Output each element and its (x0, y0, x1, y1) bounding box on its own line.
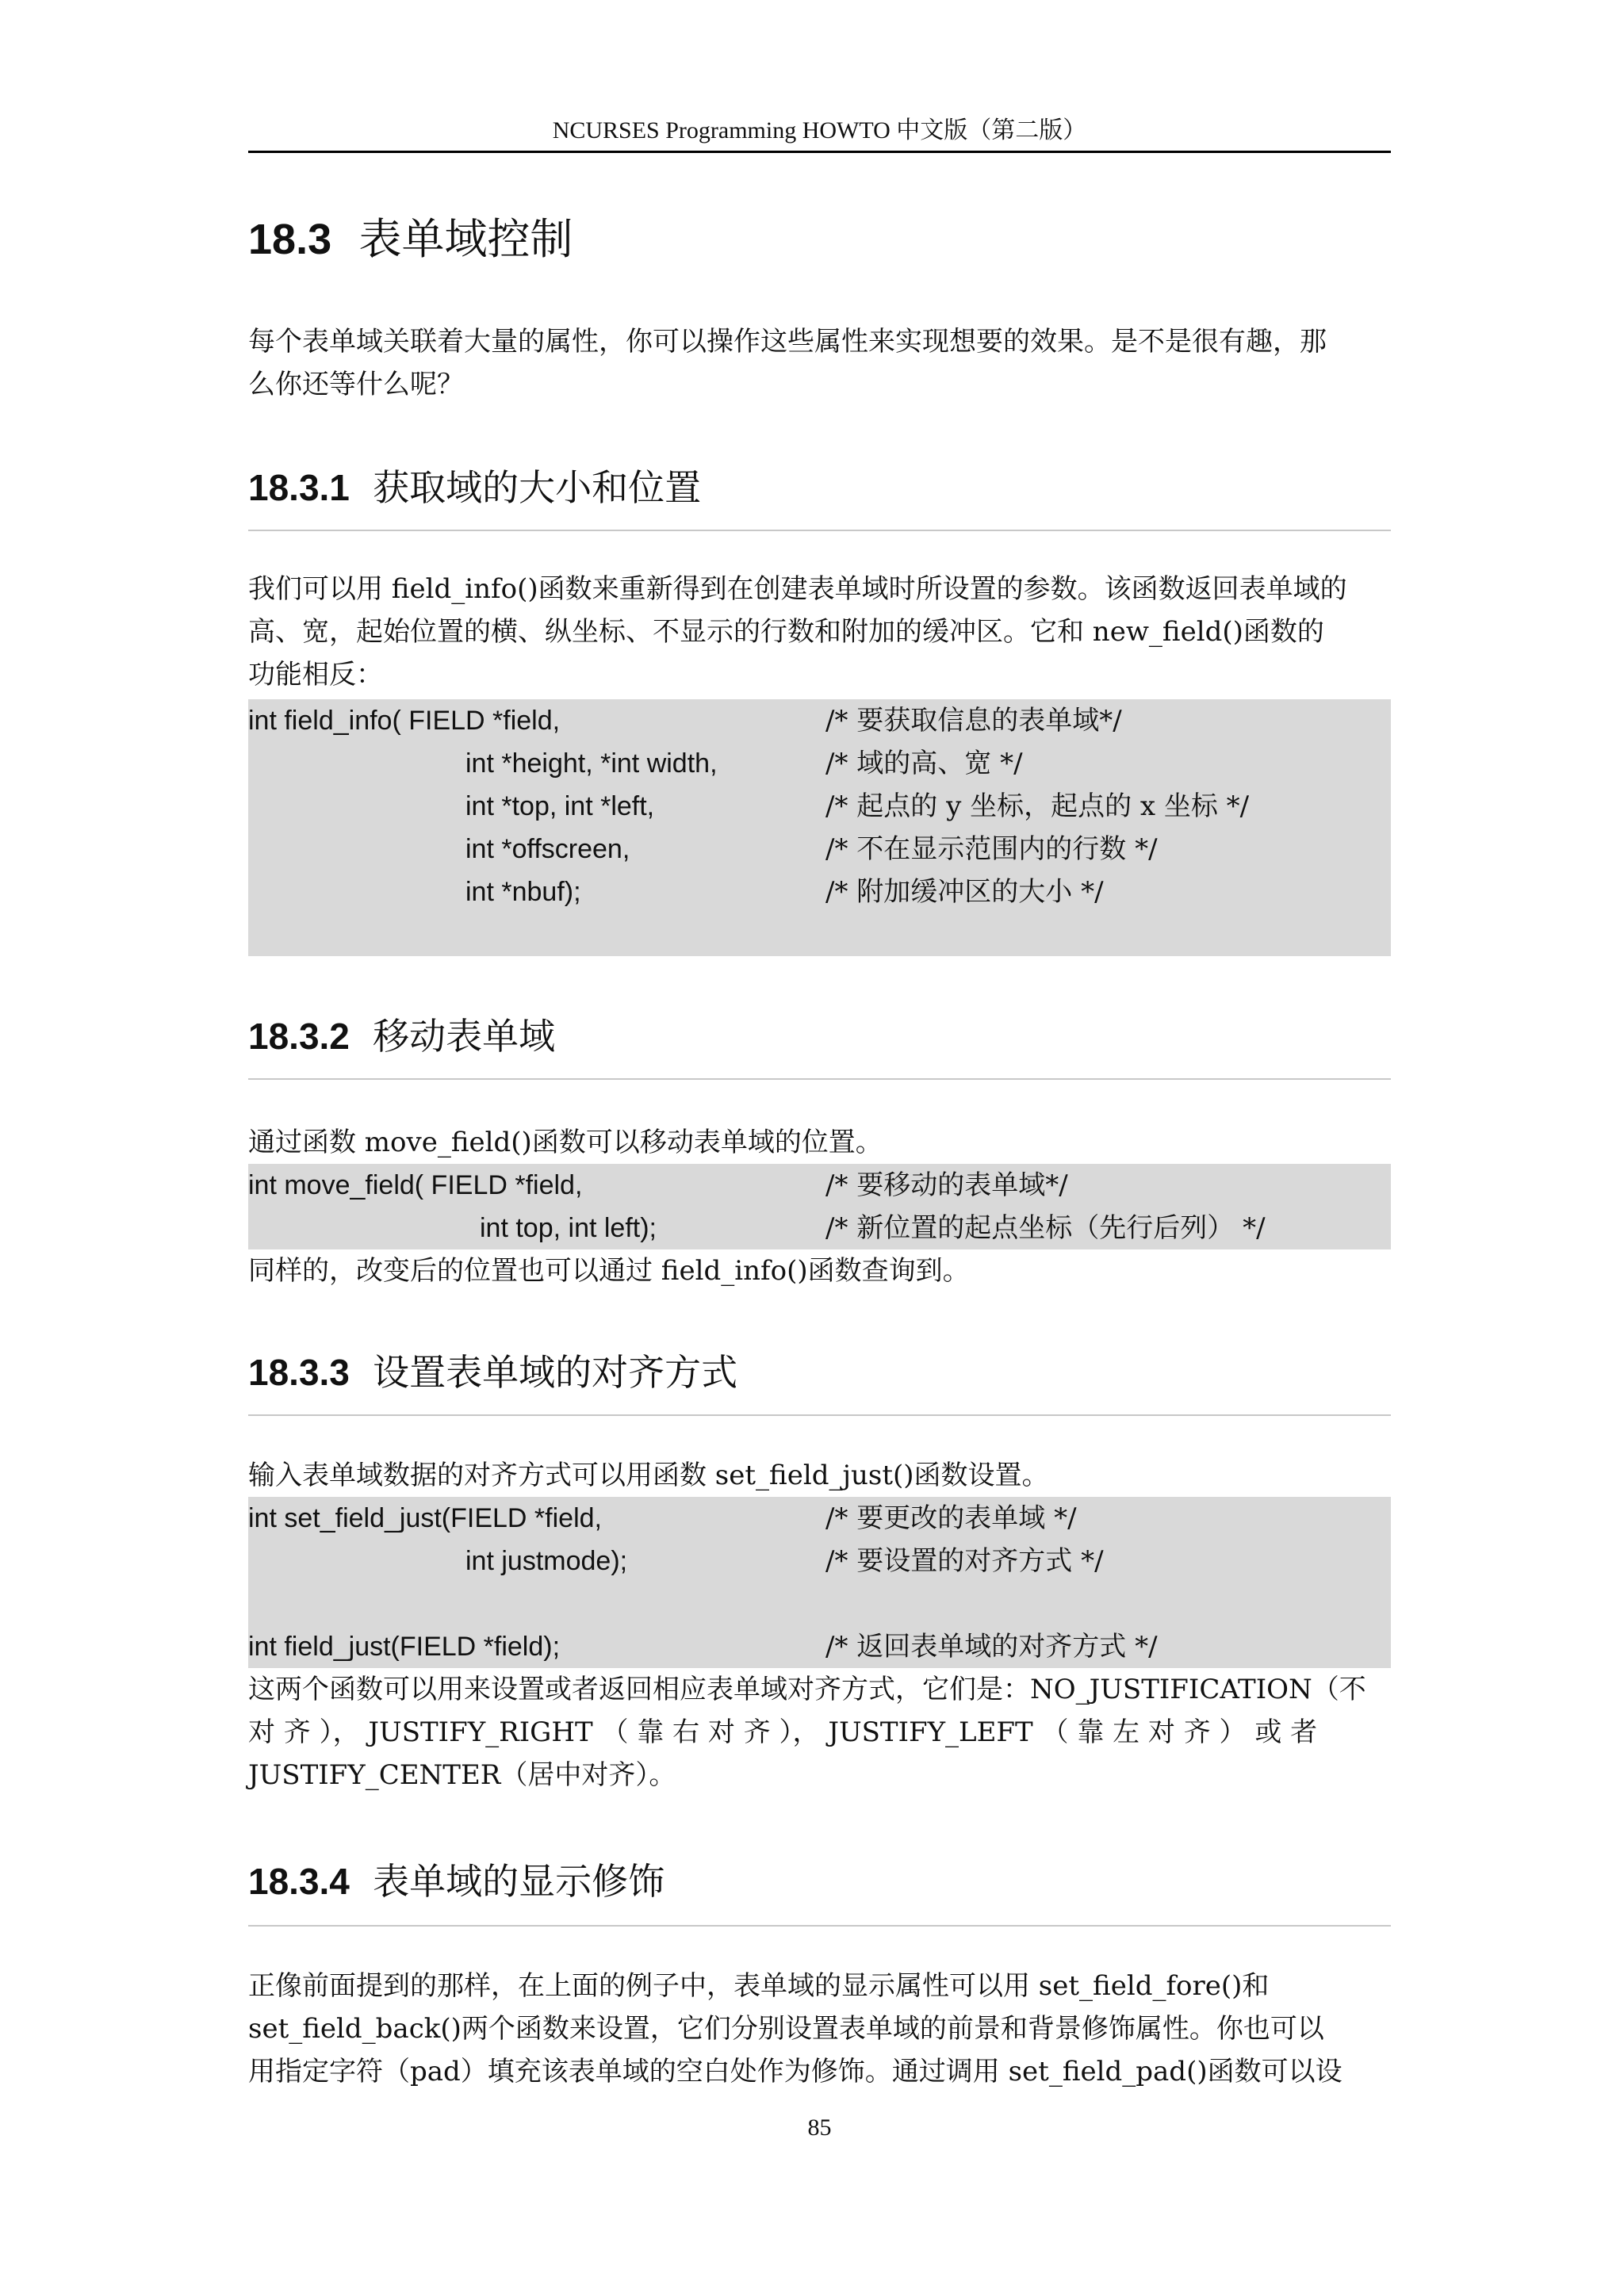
subsection-title: 设置表单域的对齐方式 (373, 1351, 738, 1394)
subsection-rule (248, 1414, 1391, 1416)
paragraph-line: 正像前面提到的那样，在上面的例子中，表单域的显示属性可以用 set_field_fore()和 (248, 1970, 1270, 2002)
paragraph-line: 输入表单域数据的对齐方式可以用函数 set_field_just()函数设置。 (248, 1460, 1049, 1491)
code-line: int move_field( FIELD *field, (248, 1170, 583, 1200)
subsection-rule (248, 530, 1391, 531)
subsection-paragraph (248, 1965, 1391, 2093)
paragraph-line: 功能相反： (248, 659, 383, 691)
code-line: int field_info( FIELD *field, (248, 706, 561, 736)
code-comment: /* 起点的 y 坐标，起点的 x 坐标 */ (825, 790, 1250, 822)
code-line: int set_field_just(FIELD *field, (248, 1503, 602, 1533)
page-number: 85 (807, 2114, 832, 2141)
code-line: int top, int left); (480, 1213, 657, 1243)
subsection-number: 18.3.1 (248, 467, 350, 508)
subsection-number: 18.3.3 (248, 1352, 350, 1393)
subsection-note (248, 1249, 1391, 1292)
code-line: int field_just(FIELD *field); (248, 1632, 561, 1662)
subsection-heading (248, 1345, 737, 1400)
subsection-heading (248, 460, 701, 515)
code-line: int *offscreen, (465, 834, 630, 864)
subsection-paragraph (248, 568, 1391, 696)
intro-line: 么你还等什么呢？ (248, 369, 464, 400)
paragraph-line: 我们可以用 field_info()函数来重新得到在创建表单域时所设置的参数。该函数返回表单域的 (248, 573, 1347, 605)
subsection-heading (248, 1854, 665, 1909)
paragraph-line: 对 齐 ）， JUSTIFY_RIGHT （ 靠 右 对 齐 ）， JUSTIFY_LEFT （ 靠 左 对 齐 ） 或 者 (248, 1716, 1318, 1748)
code-block (248, 1497, 1391, 1668)
code-block (248, 699, 1391, 956)
code-comment: /* 域的高、宽 */ (825, 748, 1023, 779)
section-number: 18.3 (248, 216, 332, 263)
subsection-heading (248, 1008, 555, 1064)
code-line: int *nbuf); (465, 877, 581, 907)
intro-line: 每个表单域关联着大量的属性，你可以操作这些属性来实现想要的效果。是不是很有趣，那 (248, 326, 1327, 358)
paragraph-line: 用指定字符（pad）填充该表单域的空白处作为修饰。通过调用 set_field_pad()函数可以设 (248, 2056, 1342, 2087)
running-header: NCURSES Programming HOWTO 中文版（第二版） (552, 117, 1087, 144)
subsection-rule (248, 1925, 1391, 1927)
paragraph-line: 通过函数 move_field()函数可以移动表单域的位置。 (248, 1127, 883, 1158)
code-comment: /* 要更改的表单域 */ (825, 1502, 1077, 1534)
subsection-number: 18.3.4 (248, 1861, 350, 1902)
subsection-title: 移动表单域 (373, 1015, 556, 1058)
code-comment: /* 要获取信息的表单域*/ (825, 705, 1122, 737)
code-line: int *top, int *left, (465, 791, 655, 821)
code-block (248, 1164, 1391, 1249)
code-comment: /* 返回表单域的对齐方式 */ (825, 1631, 1158, 1663)
header-rule (248, 151, 1391, 153)
section-heading (248, 208, 573, 271)
code-comment: /* 新位置的起点坐标（先行后列） */ (825, 1212, 1266, 1244)
subsection-note (248, 1668, 1391, 1797)
paragraph-line: set_field_back()两个函数来设置，它们分别设置表单域的前景和背景修饰属性。你也可以 (248, 2013, 1324, 2045)
subsection-rule (248, 1078, 1391, 1080)
subsection-paragraph (248, 1454, 1391, 1497)
paragraph-line: 这两个函数可以用来设置或者返回相应表单域对齐方式，它们是：NO_JUSTIFICATION（不 (248, 1674, 1366, 1705)
paragraph-line: 同样的，改变后的位置也可以通过 field_info()函数查询到。 (248, 1255, 970, 1287)
section-title: 表单域控制 (358, 214, 573, 264)
code-comment: /* 要移动的表单域*/ (825, 1169, 1068, 1201)
code-comment: /* 要设置的对齐方式 */ (825, 1545, 1104, 1577)
subsection-number: 18.3.2 (248, 1016, 350, 1057)
subsection-title: 表单域的显示修饰 (373, 1860, 665, 1903)
code-comment: /* 附加缓冲区的大小 */ (825, 876, 1104, 908)
subsection-paragraph (248, 1121, 1391, 1164)
section-intro (248, 320, 1391, 406)
subsection-title: 获取域的大小和位置 (373, 466, 702, 509)
paragraph-line: JUSTIFY_CENTER（居中对齐）。 (248, 1759, 676, 1791)
code-line: int *height, *int width, (465, 748, 718, 779)
code-comment: /* 不在显示范围内的行数 */ (825, 833, 1158, 865)
code-line: int justmode); (465, 1546, 628, 1576)
paragraph-line: 高、宽，起始位置的横、纵坐标、不显示的行数和附加的缓冲区。它和 new_field()函数的 (248, 616, 1324, 648)
